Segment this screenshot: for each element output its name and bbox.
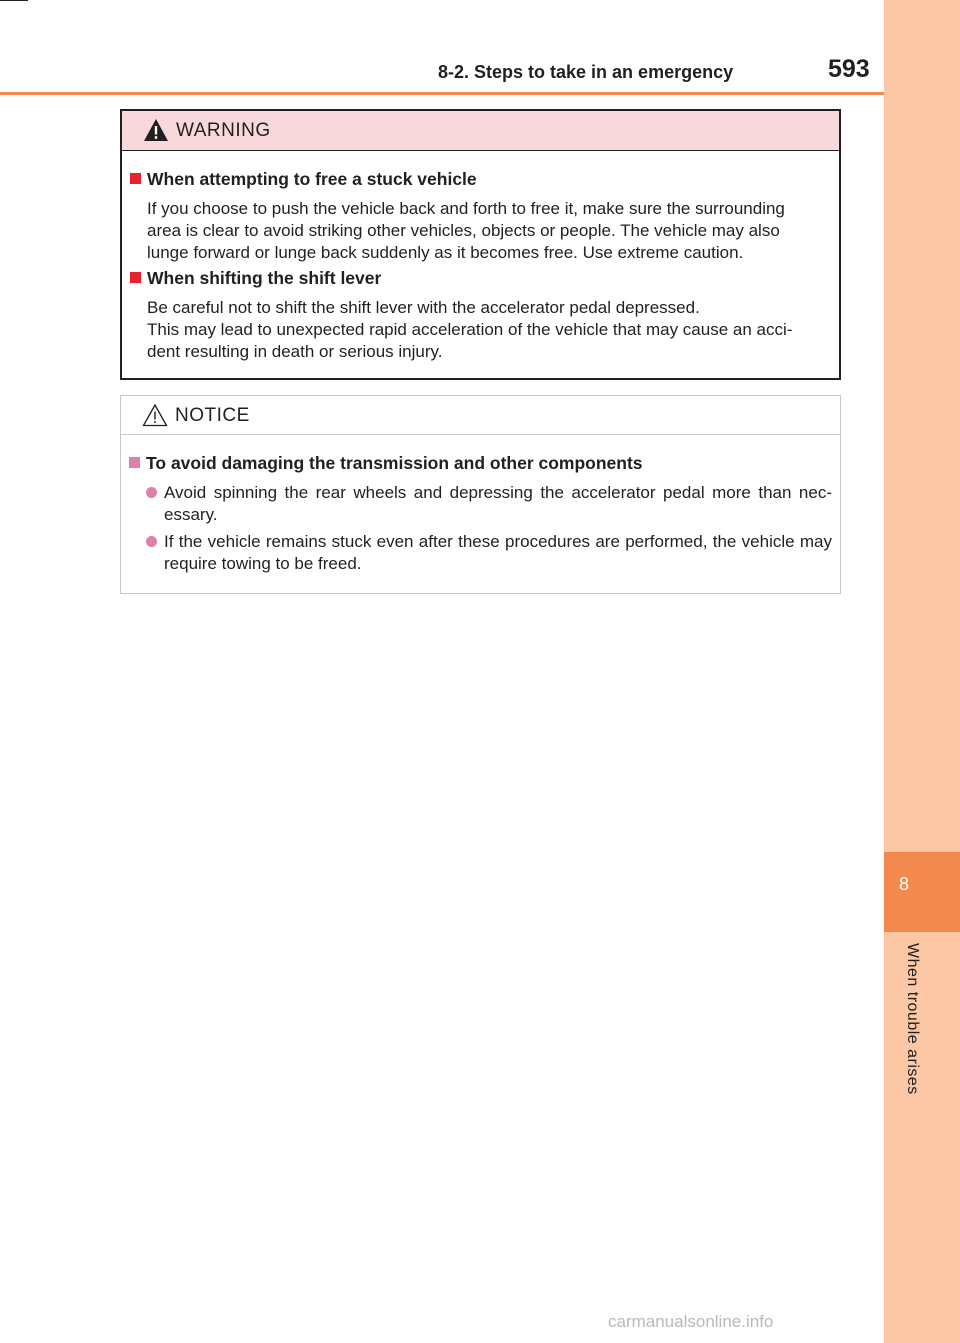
- red-square-icon: [130, 272, 141, 283]
- warning-item-title: When attempting to free a stuck vehicle: [130, 169, 477, 190]
- page-number: 593: [828, 55, 870, 83]
- warning-item-text: Be careful not to shift the shift lever with the accelerator pedal depressed. This may lead to unexpected rapid acceleration of the vehicle that may cause an acci- dent resulting in death or serious injury.: [147, 298, 793, 361]
- notice-triangle-icon: [142, 403, 168, 427]
- warning-item-title: When shifting the shift lever: [130, 268, 381, 289]
- notice-header: [121, 396, 840, 435]
- page-header: [0, 0, 884, 95]
- notice-bullet: [146, 531, 832, 575]
- notice-bullet-text: If the vehicle remains stuck even after these procedures are performed, the vehicle may require towing to be freed.: [164, 532, 832, 573]
- notice-bullet: [146, 482, 832, 526]
- section-title: 8-2. Steps to take in an emergency: [438, 62, 734, 82]
- notice-label: NOTICE: [175, 405, 250, 426]
- bullet-dot-icon: [146, 487, 157, 498]
- warning-label: WARNING: [176, 120, 271, 141]
- warning-box: [120, 109, 841, 380]
- red-square-icon: [130, 173, 141, 184]
- chapter-label: When trouble arises: [904, 943, 921, 1095]
- watermark: carmanualsonline.info: [608, 1312, 774, 1331]
- chapter-side-tab: [884, 0, 960, 1343]
- notice-item-title: To avoid damaging the transmission and other components: [129, 453, 643, 474]
- notice-bullet-text: Avoid spinning the rear wheels and depressing the accelerator pedal more than nec-essary.: [164, 483, 832, 524]
- warning-header: [122, 111, 839, 151]
- bullet-dot-icon: [146, 536, 157, 547]
- pink-square-icon: [129, 457, 140, 468]
- warning-triangle-icon: [143, 118, 169, 142]
- warning-item-text: If you choose to push the vehicle back and forth to free it, make sure the surrounding area is clear to avoid striking other vehicles, objects or people. The vehicle may also lunge forward or lunge back suddenly as it becomes free. Use extreme caution.: [147, 199, 785, 262]
- chapter-number: 8: [898, 874, 909, 894]
- notice-box: [120, 395, 841, 594]
